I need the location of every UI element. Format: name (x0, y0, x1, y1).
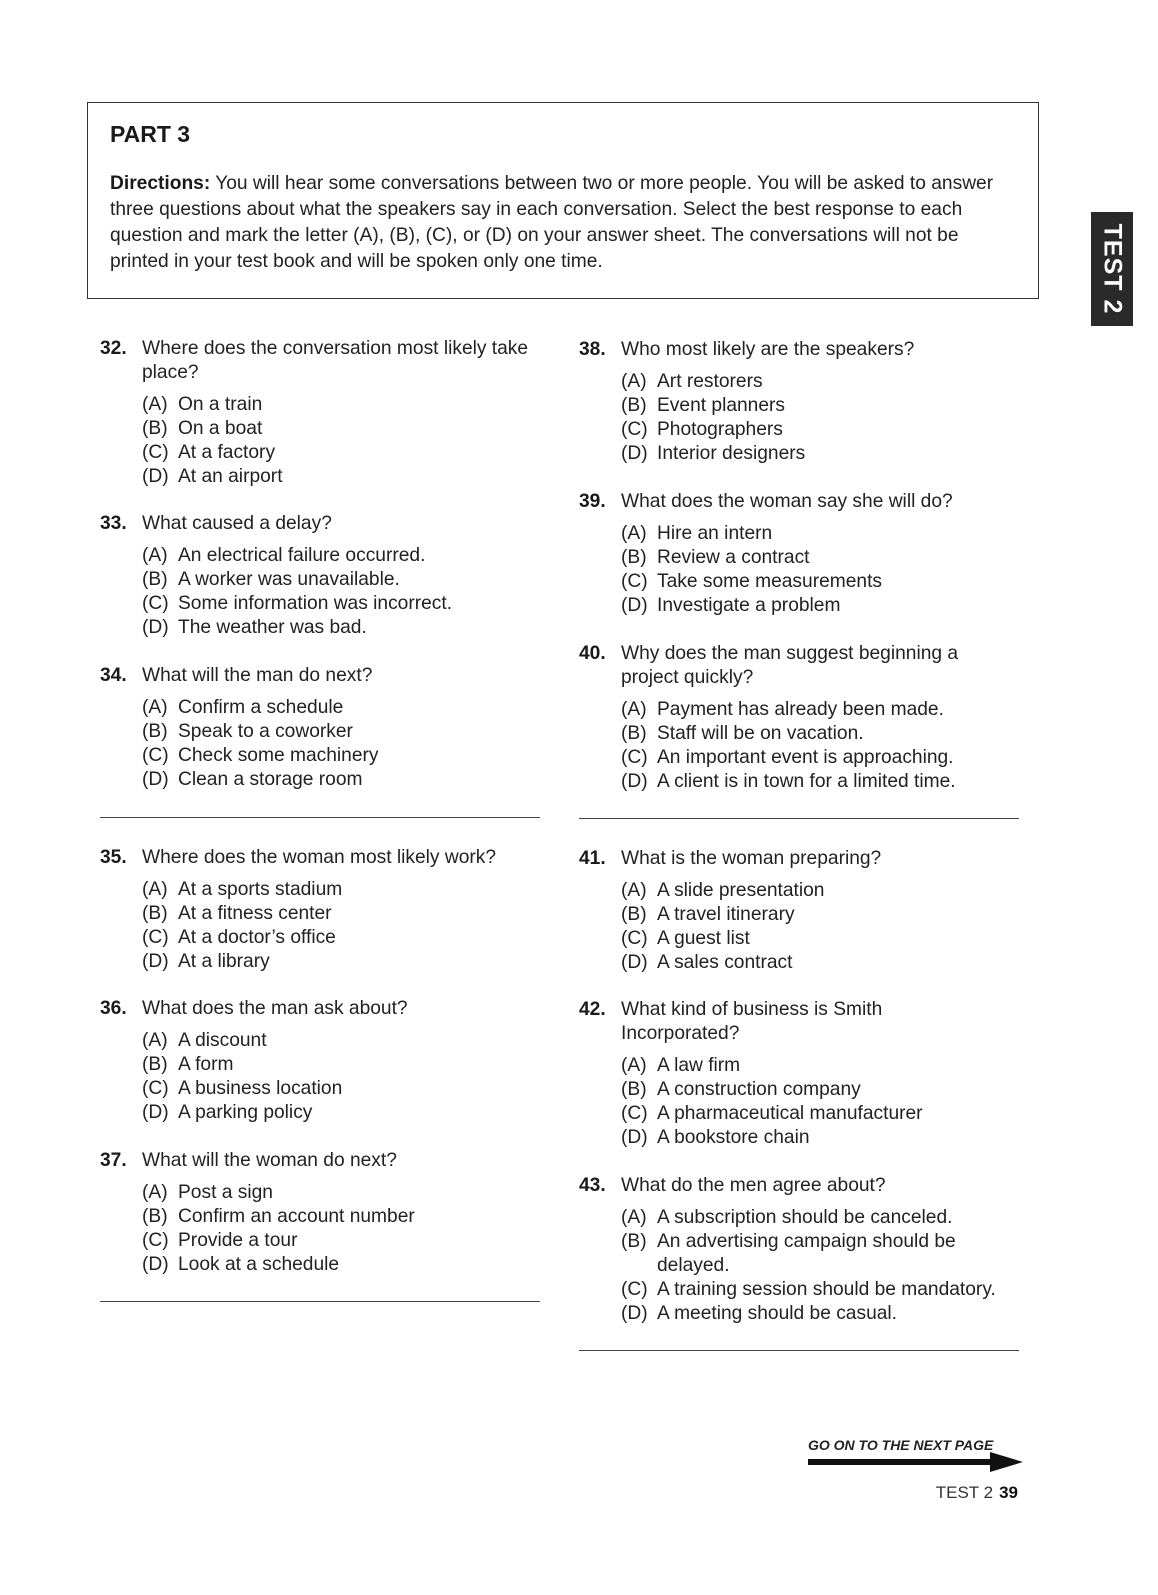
question-number: 35. (100, 847, 127, 868)
option (621, 442, 1029, 466)
option-letter: (A) (142, 697, 168, 718)
option (142, 592, 550, 616)
question-text: What caused a delay? (142, 513, 332, 534)
option-text: A slide presentation (657, 880, 825, 901)
option-letter: (C) (142, 927, 169, 948)
option (142, 1101, 550, 1125)
option-text: A sales contract (657, 952, 793, 973)
option-letter: (D) (621, 952, 648, 973)
option-text: Look at a schedule (178, 1254, 340, 1275)
option (621, 1206, 1029, 1230)
option-text: Confirm a schedule (178, 697, 344, 718)
question-number: 33. (100, 513, 127, 534)
option-letter: (C) (621, 928, 648, 949)
option (142, 1205, 550, 1229)
option (142, 568, 550, 592)
option-text: A training session should be mandatory. (657, 1279, 996, 1300)
option (142, 1253, 550, 1277)
question-39 (579, 490, 1029, 618)
option-letter: (C) (142, 442, 169, 463)
option (621, 394, 1029, 418)
option-text: A travel itinerary (657, 904, 795, 925)
option-letter: (B) (142, 903, 168, 924)
option-letter: (A) (142, 879, 168, 900)
option (142, 393, 550, 417)
option-text: An important event is approaching. (657, 747, 954, 768)
question-number: 37. (100, 1150, 127, 1171)
option-text: A parking policy (178, 1102, 313, 1123)
option-letter: (D) (621, 443, 648, 464)
question-40 (579, 642, 1029, 794)
option-text: Review a contract (657, 547, 810, 568)
question-text: Where does the conversation most likely take place? (142, 338, 529, 383)
question-text: Why does the man suggest beginning a project quickly? (621, 643, 959, 688)
option (142, 926, 550, 950)
option-letter: (A) (142, 394, 168, 415)
option-letter: (C) (621, 1279, 648, 1300)
option-text: A guest list (657, 928, 750, 949)
option (621, 1230, 1029, 1278)
option-letter: (A) (621, 371, 647, 392)
option-letter: (A) (142, 545, 168, 566)
option (621, 746, 1029, 770)
option (621, 722, 1029, 746)
question-text: What kind of business is Smith Incorporated? (621, 999, 883, 1044)
option-letter: (C) (621, 419, 648, 440)
question-32 (100, 337, 550, 489)
option (142, 902, 550, 926)
option (142, 1229, 550, 1253)
option-text: Hire an intern (657, 523, 773, 544)
option (621, 770, 1029, 794)
option-letter: (D) (142, 617, 169, 638)
option-letter: (B) (142, 569, 168, 590)
option (621, 1054, 1029, 1078)
option (621, 1078, 1029, 1102)
question-number: 42. (579, 999, 606, 1020)
divider-left-1 (100, 817, 540, 818)
question-number: 43. (579, 1175, 606, 1196)
option-letter: (B) (621, 547, 647, 568)
option (142, 441, 550, 465)
option-letter: (D) (621, 1303, 648, 1324)
option-text: Provide a tour (178, 1230, 298, 1251)
option-letter: (B) (621, 1079, 647, 1100)
question-text: Where does the woman most likely work? (142, 847, 497, 868)
option (142, 465, 550, 489)
option (142, 417, 550, 441)
option-letter: (C) (142, 745, 169, 766)
option-text: At a library (178, 951, 270, 972)
question-number: 34. (100, 665, 127, 686)
option-letter: (B) (621, 723, 647, 744)
question-number: 36. (100, 998, 127, 1019)
option (142, 768, 550, 792)
question-42 (579, 998, 1029, 1150)
option-letter: (A) (621, 1207, 647, 1228)
option-letter: (A) (142, 1030, 168, 1051)
question-text: Who most likely are the speakers? (621, 339, 915, 360)
option-text: A subscription should be canceled. (657, 1207, 953, 1228)
option-letter: (B) (621, 904, 647, 925)
option-text: Speak to a coworker (178, 721, 353, 742)
option-letter: (C) (142, 1230, 169, 1251)
option-text: A discount (178, 1030, 267, 1051)
option-letter: (D) (142, 951, 169, 972)
option-text: Event planners (657, 395, 785, 416)
option (621, 879, 1029, 903)
option (621, 903, 1029, 927)
question-text: What will the man do next? (142, 665, 373, 686)
option-text: Interior designers (657, 443, 806, 464)
option-letter: (C) (142, 593, 169, 614)
page-footer (936, 1483, 1018, 1503)
option-text: Check some machinery (178, 745, 379, 766)
directions-box (87, 102, 1039, 299)
option-letter: (C) (621, 571, 648, 592)
option-letter: (A) (142, 1182, 168, 1203)
option-letter: (B) (142, 721, 168, 742)
option-text: On a boat (178, 418, 263, 439)
page-number: 39 (999, 1483, 1018, 1502)
directions (110, 171, 1018, 275)
next-page-label: GO ON TO THE NEXT PAGE (808, 1437, 994, 1453)
option (142, 950, 550, 974)
option-text: Confirm an account number (178, 1206, 415, 1227)
option-letter: (A) (621, 699, 647, 720)
option (142, 720, 550, 744)
option (142, 878, 550, 902)
option-letter: (D) (142, 769, 169, 790)
footer-test-label: TEST 2 (935, 1483, 994, 1502)
option-text: A meeting should be casual. (657, 1303, 898, 1324)
option (621, 370, 1029, 394)
option-text: Clean a storage room (178, 769, 363, 790)
question-43 (579, 1174, 1029, 1326)
option-text: At a factory (178, 442, 276, 463)
option (142, 1053, 550, 1077)
option (621, 1126, 1029, 1150)
option (621, 927, 1029, 951)
option-text: Payment has already been made. (657, 699, 944, 720)
option (621, 1278, 1029, 1302)
option-text: A law firm (657, 1055, 741, 1076)
option-letter: (A) (621, 880, 647, 901)
question-41 (579, 847, 1029, 975)
option-text: A business location (178, 1078, 343, 1099)
option-letter: (B) (142, 1054, 168, 1075)
question-number: 41. (579, 848, 606, 869)
option-letter: (C) (621, 747, 648, 768)
option-text: A worker was unavailable. (178, 569, 400, 590)
option-text: At a fitness center (178, 903, 332, 924)
question-35 (100, 846, 550, 974)
divider-right-2 (579, 1350, 1019, 1351)
option-text: A construction company (657, 1079, 861, 1100)
option (142, 1077, 550, 1101)
option (142, 696, 550, 720)
option-text: At an airport (178, 466, 283, 487)
option (621, 951, 1029, 975)
option-text: Investigate a problem (657, 595, 841, 616)
option (142, 616, 550, 640)
option-letter: (B) (142, 418, 168, 439)
option-text: A bookstore chain (657, 1127, 810, 1148)
question-number: 39. (579, 491, 606, 512)
option (621, 546, 1029, 570)
option-letter: (D) (142, 1102, 169, 1123)
option-letter: (A) (621, 523, 647, 544)
option (142, 1029, 550, 1053)
option-text: At a sports stadium (178, 879, 343, 900)
question-38 (579, 338, 1029, 466)
option-text: At a doctor’s office (178, 927, 336, 948)
option (621, 594, 1029, 618)
option-letter: (C) (142, 1078, 169, 1099)
option-text: Some information was incorrect. (178, 593, 453, 614)
question-36 (100, 997, 550, 1125)
divider-right-1 (579, 818, 1019, 819)
option-letter: (D) (621, 595, 648, 616)
question-34 (100, 664, 550, 792)
option-text: Staff will be on vacation. (657, 723, 864, 744)
question-number: 38. (579, 339, 606, 360)
question-text: What is the woman preparing? (621, 848, 882, 869)
arrow-right-icon (808, 1452, 1023, 1472)
divider-left-2 (100, 1301, 540, 1302)
option-letter: (B) (142, 1206, 168, 1227)
question-37 (100, 1149, 550, 1277)
test-tab (1091, 212, 1133, 326)
option-text: Take some measurements (657, 571, 883, 592)
option-letter: (C) (621, 1103, 648, 1124)
option-text: Photographers (657, 419, 783, 440)
option-text: An electrical failure occurred. (178, 545, 426, 566)
test-tab-label: TEST 2 (1098, 223, 1127, 315)
option-text: On a train (178, 394, 263, 415)
option-text: A client is in town for a limited time. (657, 771, 956, 792)
option (142, 744, 550, 768)
option-letter: (D) (621, 1127, 648, 1148)
question-text: What do the men agree about? (621, 1175, 886, 1196)
option (142, 1181, 550, 1205)
option-text: Art restorers (657, 371, 763, 392)
option (621, 698, 1029, 722)
option-letter: (A) (621, 1055, 647, 1076)
option (621, 1102, 1029, 1126)
option (142, 544, 550, 568)
question-number: 32. (100, 338, 127, 359)
option-letter: (D) (621, 771, 648, 792)
option-letter: (B) (621, 1231, 647, 1252)
option-letter: (D) (142, 466, 169, 487)
option-text: An advertising campaign should be delayed. (657, 1231, 956, 1276)
option-text: The weather was bad. (178, 617, 367, 638)
option-text: Post a sign (178, 1182, 273, 1203)
option (621, 1302, 1029, 1326)
option-text: A form (178, 1054, 234, 1075)
question-text: What will the woman do next? (142, 1150, 397, 1171)
question-text: What does the woman say she will do? (621, 491, 953, 512)
question-number: 40. (579, 643, 606, 664)
option-letter: (B) (621, 395, 647, 416)
option (621, 418, 1029, 442)
option-text: A pharmaceutical manufacturer (657, 1103, 923, 1124)
question-text: What does the man ask about? (142, 998, 408, 1019)
option (621, 522, 1029, 546)
question-33 (100, 512, 550, 640)
option-letter: (D) (142, 1254, 169, 1275)
directions-label: Directions: (110, 173, 211, 194)
option (621, 570, 1029, 594)
part-title: PART 3 (110, 121, 191, 147)
directions-text: You will hear some conversations between two or more people. You will be asked to answer three questions about what the speakers say in each conversation. Select the best response to each question and mark the letter (A), (B), (C), or (D) on your answer sheet. The conversations will not be printed in your test book and will be spoken only one time. (110, 173, 994, 272)
